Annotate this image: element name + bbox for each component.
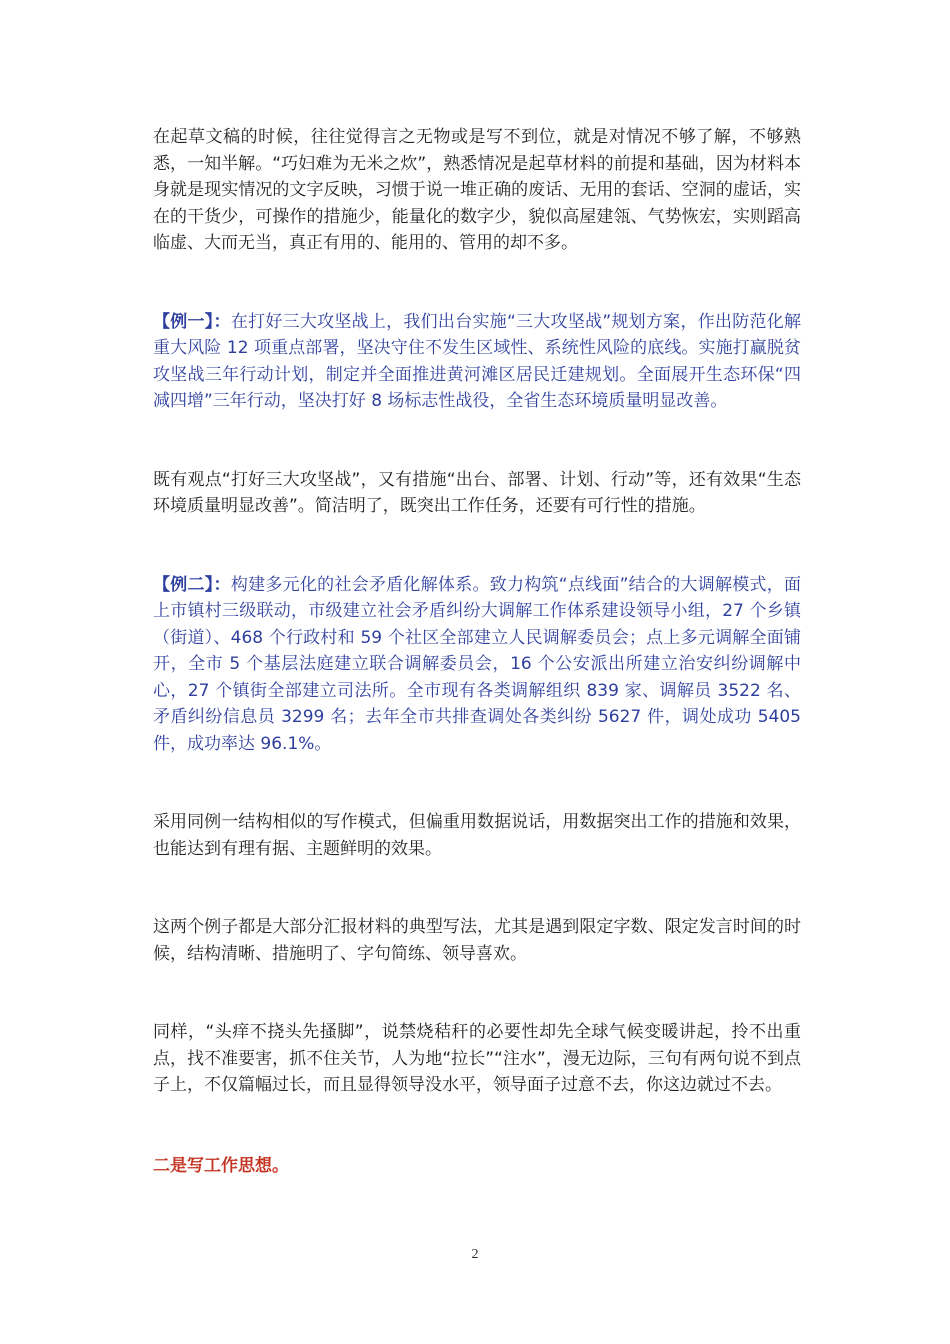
paragraph-spacer [153, 757, 801, 809]
paragraph-summary: 这两个例子都是大部分汇报材料的典型写法，尤其是遇到限定字数、限定发言时间的时候，结构清晰、措施明了、字句简练、领导喜欢。 [153, 917, 801, 964]
paragraph-spacer [153, 862, 801, 914]
page-number: 2 [471, 1247, 479, 1262]
section-heading: 二是写工作思想。 [153, 1155, 289, 1176]
paragraph-analysis-one: 既有观点“打好三大攻坚战”，又有措施“出台、部署、计划、行动”等，还有效果“生态环境质量明显改善”。简洁明了，既突出工作任务，还要有可行性的措施。 [153, 469, 801, 516]
paragraph-spacer [153, 967, 801, 1019]
document-body [153, 124, 801, 1179]
example-one-text: 在打好三大攻坚战上，我们出台实施“三大攻坚战”规划方案，作出防范化解重大风险 12 项重点部署，坚决守住不发生区域性、系统性风险的底线。实施打赢脱贫攻坚战三年行动计划，制定并全面推进黄河滩区居民迁建规划。全面展开生态环保“四减四增”三年行动，坚决打好 8 场标志性战役，全省生态环境质量明显改善。 [153, 311, 802, 411]
example-two-text: 构建多元化的社会矛盾化解体系。致力构筑“点线面”结合的大调解模式，面上市镇村三级联动，市级建立社会矛盾纠纷大调解工作体系建设领导小组，27 个乡镇（街道）、468 个行政村和 59 个社区全部建立人民调解委员会；点上多元调解全面铺开，全市 5 个基层法庭建立联合调解委员会，16 个公安派出所建立治安纠纷调解中心，27 个镇街全部建立司法所。全市现有各类调解组织 839 家、调解员 3522 名、矛盾纠纷信息员 3299 名；去年全市共排查调处各类纠纷 5627 件，调处成功 5405 件，成功率达 96.1%。 [153, 574, 802, 754]
example-two-label: 【例二】： [153, 574, 231, 595]
paragraph-spacer [153, 1099, 801, 1153]
paragraph-intro: 在起草文稿的时候，往往觉得言之无物或是写不到位，就是对情况不够了解，不够熟悉，一知半解。“巧妇难为无米之炊”，熟悉情况是起草材料的前提和基础，因为材料本身就是现实情况的文字反映，习惯于说一堆正确的废话、无用的套话、空洞的虚话，实在的干货少，可操作的措施少，能量化的数字少，貌似高屋建瓴、气势恢宏，实则蹈高临虚、大而无当，真正有用的、能用的、管用的却不多。 [153, 127, 801, 253]
paragraph-analysis-two: 采用同例一结构相似的写作模式，但偏重用数据说话，用数据突出工作的措施和效果，也能达到有理有据、主题鲜明的效果。 [153, 812, 801, 859]
paragraph-counterexample: 同样，“头痒不挠头先搔脚”，说禁烧秸秆的必要性却先全球气候变暖讲起，拎不出重点，找不准要害，抓不住关节，人为地“拉长”“注水”，漫无边际，三句有两句说不到点子上，不仅篇幅过长，而且显得领导没水平，领导面子过意不去，你这边就过不去。 [153, 1022, 801, 1095]
paragraph-spacer [153, 415, 801, 467]
paragraph-spacer [153, 520, 801, 572]
paragraph-spacer [153, 257, 801, 309]
paragraph-example-one [153, 309, 801, 415]
example-one-label: 【例一】： [153, 311, 231, 332]
paragraph-example-two [153, 572, 801, 758]
